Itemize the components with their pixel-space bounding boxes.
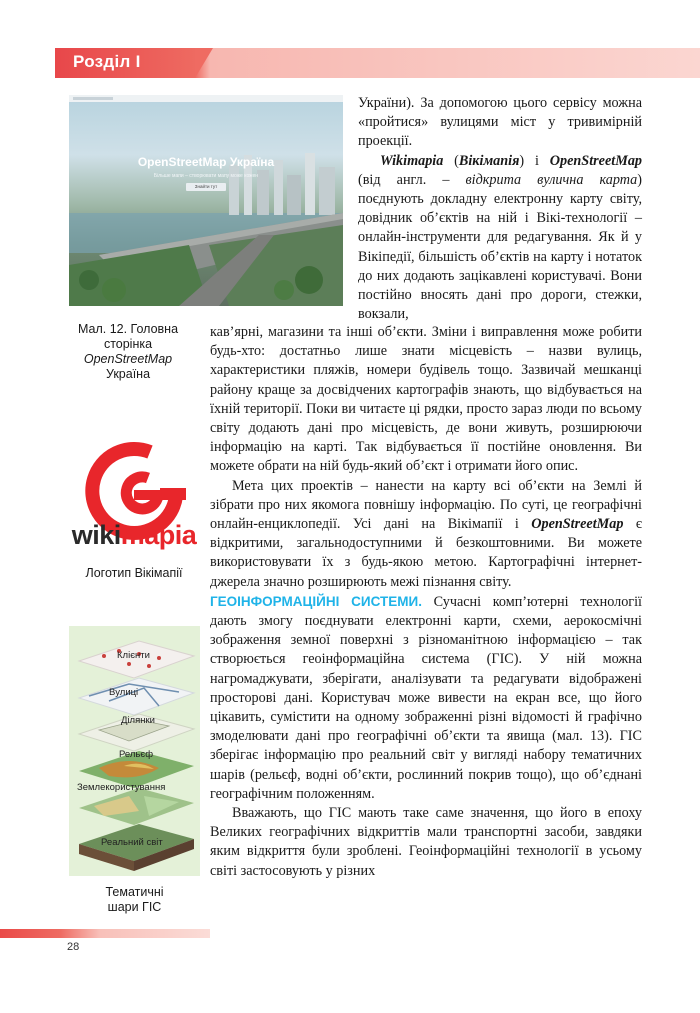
logo-caption: Логотип Вікімапії bbox=[85, 566, 183, 580]
page-number: 28 bbox=[67, 941, 80, 953]
paragraph bbox=[358, 152, 642, 325]
paragraph: кав’ярні, магазини та інші об’єкти. Зміни і виправлення може робити будь-хто: достатньо лише знати місцевість – назви вулиць, характеристики пляжів, номери будівель тощо. Зазвичай мешканці району краще за досвідчених картографів знають, що відбувається на їхній території. Поки ви читаєте ці рядки, просто зараз люди по всьому світу додають дані про місцевість, де вони живуть, розширюючи інформацію на карті. Так відбувається її постійне оновлення. Ви можете обрати на ній будь-який об’єкт і отримати його опис. bbox=[210, 324, 642, 475]
logo-mapia: mapia bbox=[120, 520, 197, 550]
caption-line: OpenStreetMap bbox=[83, 352, 173, 366]
text-fragment: ) і bbox=[519, 152, 550, 169]
figure-12-caption bbox=[69, 322, 187, 382]
section-heading-gis: ГЕОІНФОРМАЦІЙНІ СИСТЕМИ. bbox=[210, 593, 422, 609]
text-fragment: (від англ. – bbox=[358, 171, 466, 188]
layer-label-relief: Рельєф bbox=[119, 749, 154, 760]
layer-label-plots: Ділянки bbox=[121, 715, 155, 726]
screenshot-title: OpenStreetMap Україна bbox=[137, 155, 275, 169]
term-wikimapia: Wikimapia bbox=[380, 152, 444, 169]
caption-line: Мал. 12. Головна bbox=[77, 322, 179, 336]
gis-layers-figure bbox=[69, 626, 200, 876]
layer-label-land-use: Землекористування bbox=[77, 782, 166, 793]
text-column-upper bbox=[358, 94, 642, 324]
chapter-header-bar bbox=[55, 48, 700, 78]
text-fragment: є відкритими, загальнодоступними й безкоштовними. Ви можете використовувати їх з будь-якою метою. Картографічні інтернет-джерела значно розширюють межі пізнання світу. bbox=[210, 516, 642, 590]
layers-caption bbox=[69, 885, 200, 915]
paragraph: Вважають, що ГІС мають таке саме значення, що його в епоху Великих географічних відкриттів мали транспортні засоби, завдяки яким відкриття були зроблені. Геоінформаційні технології в усьому світі застосовують у різних bbox=[210, 805, 642, 879]
layer-label-real-world: Реальний світ bbox=[101, 837, 163, 848]
openstreetmap-screenshot bbox=[69, 95, 343, 306]
caption-line: шари ГІС bbox=[107, 900, 162, 914]
text-fragment: ) поєднують докладну електронну карту світу, довідник об’єктів на ній і Вікі-технології – онлайн-інструменти для редагування. Як й у Вікіпедії, більшість об’єктів на карту і нотаток до них додають зацікавлені користувачі. Вони постійно вносять дані про дороги, стежки, вокзали, bbox=[358, 171, 643, 323]
text-fragment: ( bbox=[443, 152, 459, 169]
text-column-main bbox=[210, 323, 642, 881]
text-fragment: Сучасні комп’ютерні технології дають змогу поєднувати електронні карти, схеми, аерокосмічні зображення земної поверхні з різноманітною інформацією – так створюється геоінформаційна система (ГІС). У ній можна нагромаджувати, зберігати, аналізувати та редагувати відображені просторові дані. Користувач може вивести на екран все, що його цікавить, сумістити на одному зображенні різні відомості й графічно змоделювати дані про географічні об’єкти та явища (мал. 13). ГІС зберігає інформацію про реальний світ у вигляді набору тематичних шарів (рельєф, водні об’єкти, рослинний покрив тощо), що об’єднані географічним положенням. bbox=[210, 593, 642, 802]
layer-label-clients: Клієнти bbox=[117, 650, 150, 661]
term-openstreetmap: OpenStreetMap bbox=[531, 516, 624, 533]
wikimapia-wordmark bbox=[64, 520, 204, 551]
term-translation: відкрита вулична карта bbox=[465, 171, 638, 188]
logo-wiki: wiki bbox=[71, 520, 121, 550]
term-openstreetmap: OpenStreetMap bbox=[549, 152, 642, 169]
caption-line: сторінка bbox=[103, 337, 153, 351]
screenshot-subtitle: Більше мапи – створювати мапу може кожен bbox=[153, 173, 259, 179]
caption-line: Україна bbox=[105, 367, 151, 381]
footer-bar bbox=[0, 929, 210, 938]
chapter-title: Розділ I bbox=[73, 52, 141, 71]
layer-label-streets: Вулиці bbox=[109, 687, 139, 698]
screenshot-button: Знайти тут bbox=[186, 183, 226, 191]
paragraph bbox=[210, 477, 642, 592]
term-vikimapiya: Вікімапія bbox=[458, 152, 520, 169]
paragraph bbox=[210, 592, 642, 804]
paragraph: України). За допомогою цього сервісу можна «пройтися» вулицями міст у тривимірній проекції. bbox=[358, 95, 642, 150]
text-fragment: Мета цих проектів – нанести на карту всі об’єкти на Землі й зібрати про них якомога повнішу інформацію. По суті, це географічні онлайн-енциклопедії. Усі дані на Вікімапії і bbox=[210, 477, 642, 533]
caption-line: Тематичні bbox=[105, 885, 164, 899]
